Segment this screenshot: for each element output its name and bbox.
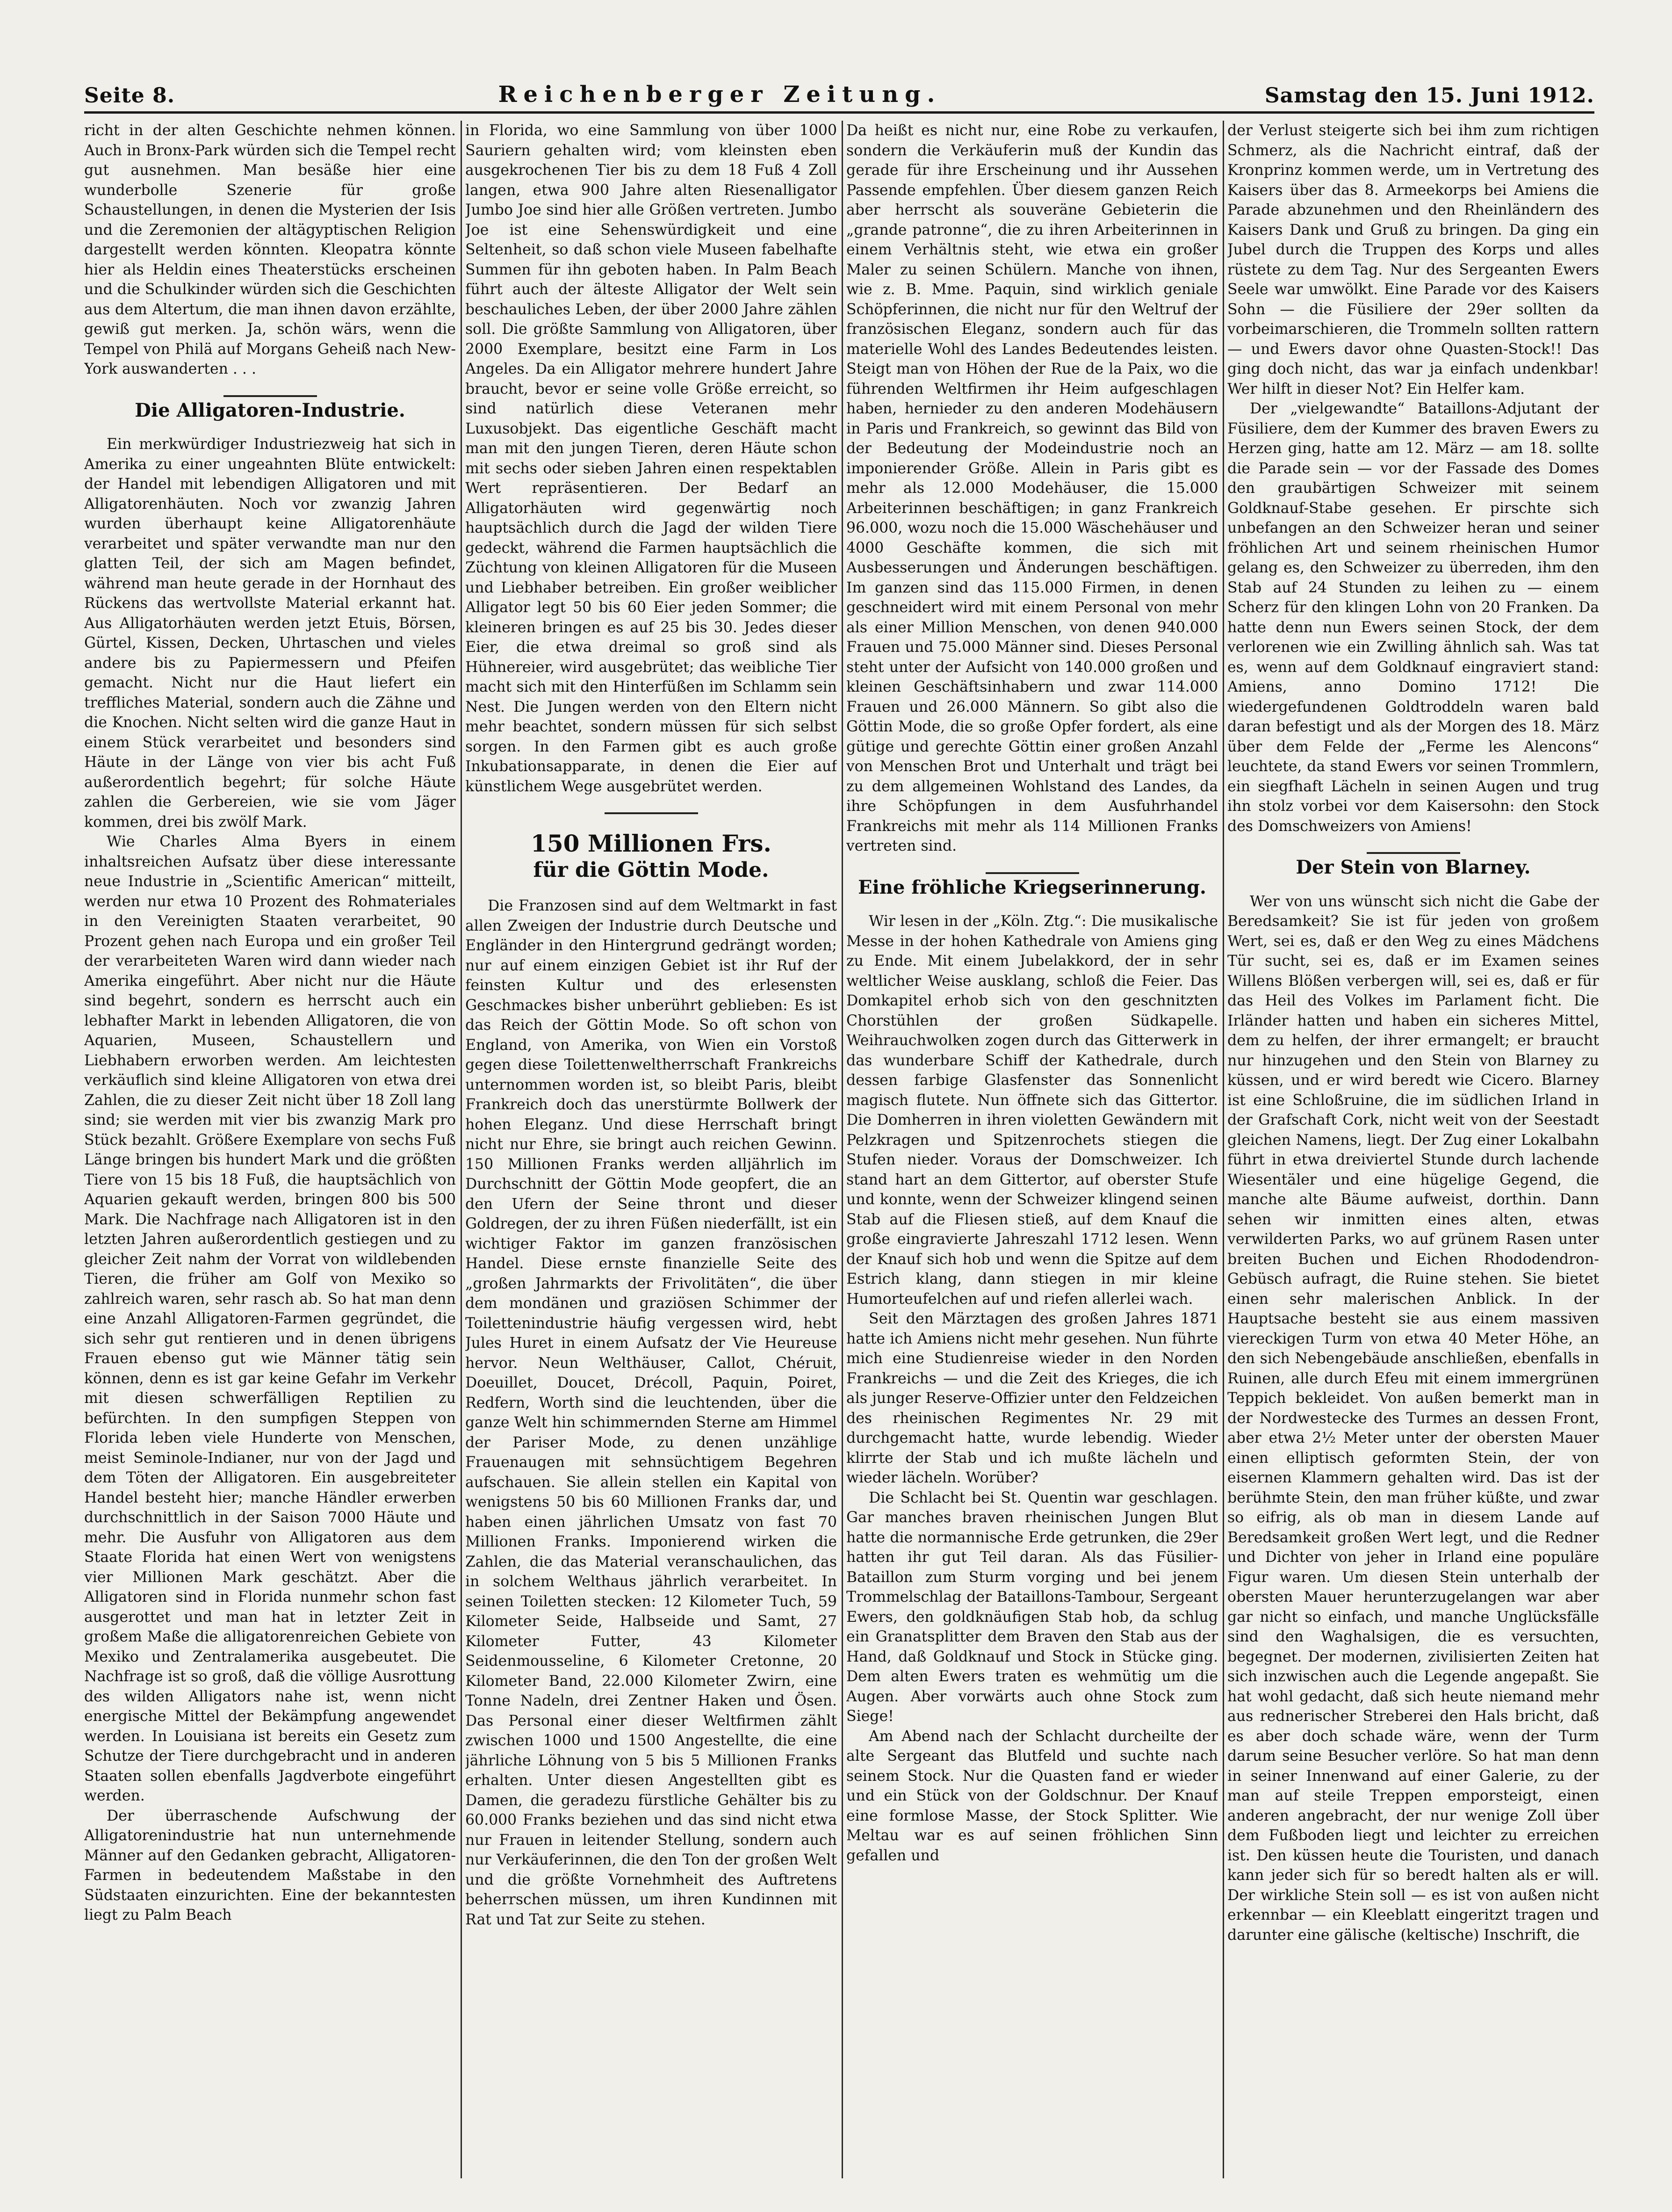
issue-date: Samstag den 15. Juni 1912. [1264, 84, 1594, 108]
column-divider [1223, 121, 1224, 2178]
article-continuation: der Verlust steigerte sich bei ihm zum richtigen Schmerz, als die Nachricht eintraf, daß der Kronprinz kommen werde, um in Vertretung des Kaisers über das 8. Armeekorps bei Amiens die Parade abzunehmen und den Rheinländern des Kaisers Dank und Gruß zu bringen. Da ging ein Jubel durch die Truppen des Korps und alles rüstete zu dem Tag. Nur des Sergeanten Ewers Seele war umwölkt. Eine Parade vor des Kaisers Sohn — die Füsiliere der 29er sollten da vorbeimarschieren, die Trommeln sollten rattern — und Ewers davor ohne Quasten-Stock!! Das ging doch nicht, das war ja einfach undenkbar! Wer hilft in dieser Not? Ein Helfer kam. [1227, 122, 1599, 398]
paragraph: Die Schlacht bei St. Quentin war geschlagen. Gar manches braven rheinischen Jungen Blut hatte die normannische Erde getrunken, die 29er hatten ihr gut Teil daran. Als das Füsilier-Bataillon zum Sturm vorging und bei jenem Trommelschlag der Bataillons-Tambour, Sergeant Ewers, den goldknäufigen Stab hob, da schlug ein Granatsplitter dem Braven den Stab aus der Hand, daß Goldknauf und Stock in Stücke ging. Dem alten Ewers traten es wehmütig um die Augen. Aber vorwärts auch ohne Stock zum Siege! [846, 1489, 1218, 1725]
article-separator [986, 872, 1079, 874]
column-2 [465, 121, 837, 2178]
column-4 [1227, 121, 1599, 2178]
column-1 [84, 121, 456, 2178]
paragraph: Der überraschende Aufschwung der Alligatorenindustrie hat nun unternehmende Männer auf den Gedanken gebracht, Alligatoren-Farmen in bedeutendem Maßstabe in den Südstaaten einzurichten. Eine der bekanntesten liegt zu Palm Beach [84, 1807, 456, 1923]
paragraph: Seit den Märztagen des großen Jahres 1871 hatte ich Amiens nicht mehr gesehen. Nun führte mich eine Studienreise wieder in den Norden Frankreichs — und die Zeit des Krieges, die ich als junger Reserve-Offizier unter den Feldzeichen des rheinischen Regimentes Nr. 29 mit durchgemacht hatte, wurde lebendig. Wieder klirrte der Stab und ich mußte lächeln und wieder lächeln. Worüber? [846, 1310, 1218, 1486]
page-header [84, 70, 1594, 108]
heading-line: 150 Millionen Frs. [531, 830, 771, 857]
paragraph: Am Abend nach der Schlacht durcheilte der alte Sergeant das Blutfeld und suchte nach seinem Stock. Nur die Quasten fand er wieder und ein Stück von der Goldschnur. Der Knauf eine formlose Masse, der Stock Splitter. Wie Meltau war es auf seinen fröhlichen Sinn gefallen und [846, 1728, 1218, 1864]
article-heading [465, 831, 837, 883]
heading-line: für die Göttin Mode. [533, 858, 769, 882]
column-3 [846, 121, 1218, 2178]
paragraph: Wie Charles Alma Byers in einem inhaltsreichen Aufsatz über diese interessante neue Industrie in „Scientific American“ mitteilt, werden nur etwa 10 Prozent des Rohmateriales in den Vereinigten Staaten verarbeitet, 90 Prozent gehen nach Europa und ein großer Teil der verarbeiteten Waren wird dann wieder nach Amerika eingeführt. Aber nicht nur die Häute sind begehrt, sondern es herrscht auch ein lebhafter Markt in lebenden Alligatoren, die von Aquarien, Museen, Schaustellern und Liebhabern erworben werden. Am leichtesten verkäuflich sind kleine Alligatoren von etwa drei Zahlen, die zu dieser Zeit nicht über 18 Zoll lang sind; sie werden mit vier bis zwanzig Mark pro Stück bezahlt. Größere Exemplare von sechs Fuß Länge bringen bis hundert Mark und die größten Tiere von 15 bis 18 Fuß, die hauptsächlich von Aquarien gekauft werden, bringen 800 bis 500 Mark. Die Nachfrage nach Alligatoren ist in den letzten Jahren außerordentlich gestiegen und zu gleicher Zeit nahm der Vorrat von wildlebenden Tieren, die früher am Golf von Mexiko so zahlreich waren, sehr rasch ab. So hat man denn eine Anzahl Alligatoren-Farmen gegründet, die sich sehr gut rentieren und in denen übrigens Frauen ebenso gut wie Männer tätig sein können, denn es ist gar keine Gefahr im Verkehr mit diesen schwerfälligen Reptilien zu befürchten. In den sumpfigen Steppen von Florida leben viele Hunderte von Menschen, meist Seminole-Indianer, nur von der Jagd und dem Töten der Alligatoren. Ein ausgebreiteter Handel besteht hier; manche Händler erwerben durchschnittlich in der Saison 7000 Häute und mehr. Die Ausfuhr von Alligatoren aus dem Staate Florida hat einen Wert von wenigstens vier Millionen Mark geschätzt. Aber die Alligatoren sind in Florida nunmehr schon fast ausgerottet und man hat in letzter Zeit in großem Maße die alligatorenreichen Gebiete von Mexiko und Zentralamerika ausgebeutet. Die Nachfrage ist so groß, daß die völlige Ausrottung des wilden Alligators nahe ist, wenn nicht energische Mittel der Bekämpfung angewendet werden. In Louisiana ist bereits ein Gesetz zum Schutze der Tiere durchgebracht und in anderen Staaten sollen ebenfalls Jagdverbote eingeführt werden. [84, 833, 456, 1804]
page-number: Seite 8. [84, 84, 175, 108]
article-separator [223, 395, 317, 397]
newspaper-title: Reichenberger Zeitung. [498, 81, 942, 108]
article-continuation: richt in der alten Geschichte nehmen können. Auch in Bronx-Park würden sich die Tempel recht gut ausnehmen. Man besäße hier eine wunderbolle Szenerie für große Schaustellungen, in denen die Mysterien der Isis und die Zeremonien der altägyptischen Religion dargestellt werden könnten. Kleopatra könnte hier als Heldin eines Theaterstücks erscheinen und die Schulkinder würden sich die Geschichten aus dem Altertum, die man ihnen davon erzählte, gewiß gut merken. Ja, schön wärs, wenn die Tempel von Philä auf Morgans Geheiß nach New-York auswanderten . . . [84, 122, 456, 377]
paragraph: Wer von uns wünscht sich nicht die Gabe der Beredsamkeit? Sie ist für jeden von großem Wert, sei es, daß er den Weg zu eines Mädchens Tür sucht, sei es, daß er im Examen seines Willens Blößen verbergen will, sei es, daß er für das Heil des Volkes im Parlament ficht. Die Irländer hatten und haben ein sicheres Mittel, dem zu helfen, der ihrer ermangelt; er braucht nur hinzugehen und den Stein von Blarney zu küssen, und er wird beredt wie Cicero. Blarney ist eine Schloßruine, die im südlichen Irland in der Grafschaft Cork, nicht weit von der Seestadt gleichen Namens, liegt. Der Zug einer Lokalbahn führt in etwa dreiviertel Stunde durch lachende Wiesentäler und eine hügelige Gegend, die manche alte Bäume aufweist, dorthin. Dann sehen wir inmitten eines alten, etwas verwilderten Parks, wo auf grünem Rasen unter breiten Buchen und Eichen Rhododendron-Gebüsch aufragt, die Ruine stehen. Sie bietet einen sehr malerischen Anblick. In der Hauptsache besteht sie aus einem massiven viereckigen Turm von etwa 40 Meter Höhe, an den sich Nebengebäude anschließen, ebenfalls in Ruinen, alle durch Efeu mit einem immergrünen Teppich bekleidet. Von außen bemerkt man in der Nordwestecke des Turmes an dessen Front, aber etwa 2½ Meter unter der obersten Mauer einen elliptisch geformten Stein, der von eisernen Klammern gehalten wird. Das ist der berühmte Stein, den man früher küßte, und zwar so eifrig, als ob man in diesem Lande auf Beredsamkeit großen Wert legt, und die Redner und Dichter von jeher in Irland eine populäre Figur waren. Um diesen Stein unterhalb der obersten Mauer herunterzugelangen war aber gar nicht so einfach, und manche Unglücksfälle sind den Waghalsigen, die es versuchten, begegnet. Der modernen, zivilisierten Zeiten hat sich inzwischen auch die Legende angepaßt. Sie hat wohl gedacht, daß sich heute niemand mehr aus rednerischer Streberei den Hals bricht, daß es aber doch schade wäre, wenn der Turm darum seine Besucher verlöre. So hat man denn in seiner Innenwand auf einer Galerie, zu der man auf steile Treppen emporsteigt, einen anderen angebracht, der nur wenige Zoll über dem Fußboden liegt und leichter zu erreichen ist. Den küssen heute die Touristen, und danach kann jeder sich für so beredt halten als er will. Der wirkliche Stein soll — es ist von außen nicht erkennbar — ein Kleeblatt eingeritzt tragen und darunter eine gälische (keltische) Inschrift, die [1227, 893, 1599, 1944]
paragraph: Der „vielgewandte“ Bataillons-Adjutant der Füsiliere, dem der Kummer des braven Ewers zu Herzen ging, hatte am 12. März — am 18. sollte die Parade sein — vor der Fassade des Domes den graubärtigen Schweizer mit seinem Goldknauf-Stabe gesehen. Er pirschte sich unbefangen an den Schweizer heran und seiner fröhlichen Art und seinem rheinischen Humor gelang es, den Schweizer zu überreden, ihm den Stab auf 24 Stunden zu leihen zu — einem Scherz für den klingen Lohn von 20 Franken. Da hatte denn nun Ewers seinen Stock, der dem verlorenen wie ein Zwilling ähnlich sah. Was tat es, wenn auf dem Goldknauf eingraviert stand: Amiens, anno Domino 1712! Die wiedergefundenen Goldtroddeln waren bald daran befestigt und als der Morgen des 18. März über dem Felde der „Ferme les Alencons“ leuchtete, da stand Ewers vor seinen Trommlern, ein siegfhaft Lächeln in seinen Augen und trug ihn stolz vorbei vor dem Kaisersohn: den Stock des Domschweizers von Amiens! [1227, 400, 1599, 835]
column-divider [461, 121, 462, 2178]
paragraph: Die Franzosen sind auf dem Weltmarkt in fast allen Zweigen der Industrie durch Deutsche und Engländer in den Hintergrund gedrängt worden; nur auf einem einzigen Gebiet ist ihr Ruf der feinsten Kultur und des erlesensten Geschmackes bisher unberührt geblieben: Es ist das Reich der Göttin Mode. So oft schon von England, von Amerika, von Wien ein Vorstoß gegen diese Toilettenweltherrschaft Frankreichs unternommen worden ist, so bleibt Paris, bleibt Frankreich doch das unerstürmte Bollwerk der hohen Eleganz. Und diese Herrschaft bringt nicht nur Ehre, sie bringt auch reichen Gewinn. 150 Millionen Franks werden alljährlich im Durchschnitt der Göttin Mode geopfert, die an den Ufern der Seine thront und dieser Goldregen, der zu ihren Füßen niederfällt, ist ein wichtiger Faktor im ganzen französischen Handel. Diese ernste finanzielle Seite des „großen Jahrmarkts der Frivolitäten“, die über dem mondänen und graziösen Schimmer der Toilettenindustrie häufig vergessen wird, hebt Jules Huret in einem Aufsatz der Vie Heureuse hervor. Neun Welthäuser, Callot, Chéruit, Doeuillet, Doucet, Drécoll, Paquin, Poiret, Redfern, Worth sind die leuchtenden, über die ganze Welt hin schimmernden Sterne am Himmel der Pariser Mode, zu denen unzählige Frauenaugen mit sehnsüchtigem Begehren aufschauen. Sie allein stellen ein Kapital von wenigstens 50 bis 60 Millionen Franks dar, und haben einen jährlichen Umsatz von fast 70 Millionen Franks. Imponierend wirken die Zahlen, die das Material veranschaulichen, das in solchem Welthaus jährlich verarbeitet. In seinen Toiletten stecken: 12 Kilometer Tuch, 59 Kilometer Seide, Halbseide und Samt, 27 Kilometer Futter, 43 Kilometer Seidenmousseline, 6 Kilometer Cretonne, 20 Kilometer Band, 22.000 Kilometer Zwirn, eine Tonne Nadeln, drei Zentner Haken und Ösen. Das Personal einer dieser Weltfirmen zählt zwischen 1000 und 1500 Angestellte, die eine jährliche Löhnung von 5 bis 5 Millionen Franks erhalten. Unter diesen Angestellten gibt es Damen, die geradezu fürstliche Gehälter bis zu 60.000 Franks beziehen und das sind nicht etwa nur Frauen in leitender Stellung, sondern auch nur Verkäuferinnen, die den Ton der großen Welt und die größte Vornehmheit des Auftretens beherrschen müssen, um ihren Kundinnen mit Rat und Tat zur Seite zu stehen. [465, 897, 837, 1928]
header-rule [84, 111, 1594, 114]
article-heading: Die Alligatoren-Industrie. [135, 399, 405, 421]
article-separator [1367, 852, 1460, 854]
article-continuation: in Florida, wo eine Sammlung von über 1000 Sauriern gehalten wird; vom kleinsten eben ausgekrochenen Tier bis zu dem 18 Fuß 4 Zoll langen, etwa 900 Jahre alten Riesenalligator Jumbo Joe sind hier alle Größen vertreten. Jumbo Joe ist eine Sehenswürdigkeit und eine Seltenheit, so daß schon viele Museen fabelhafte Summen für ihn geboten haben. In Palm Beach führt auch der älteste Alligator der Welt sein beschauliches Leben, der über 2000 Jahre zählen soll. Die größte Sammlung von Alligatoren, über 2000 Exemplare, besitzt eine Farm in Los Angeles. Da ein Alligator mehrere hundert Jahre braucht, bevor er seine volle Größe erreicht, so sind natürlich diese Veteranen mehr Luxusobjekt. Das eigentliche Geschäft macht man mit den jungen Tieren, deren Häute schon mit sechs oder sieben Jahren einen respektablen Wert repräsentieren. Der Bedarf an Alligatorhäuten wird gegenwärtig noch hauptsächlich durch die Jagd der wilden Tiere gedeckt, während die Farmen hauptsächlich die Züchtung von kleinen Alligatoren für die Museen und Liebhaber betreiben. Ein großer weiblicher Alligator legt 50 bis 60 Eier jeden Sommer; die kleineren bringen es auf 25 bis 30. Jedes dieser Eier, die etwa dreimal so groß sind als Hühnereier, wird ausgebrütet; das weibliche Tier macht sich mit den Hinterfüßen im Schlamm sein Nest. Die Jungen werden von den Eltern nicht mehr beachtet, sondern müssen für sich selbst sorgen. In den Farmen gibt es auch große Inkubationsapparate, in denen die Eier auf künstlichem Wege ausgebrütet werden. [465, 122, 837, 795]
article-heading: Eine fröhliche Kriegserinnerung. [858, 876, 1206, 898]
paragraph: Wir lesen in der „Köln. Ztg.“: Die musikalische Messe in der hohen Kathedrale von Amiens ging zu Ende. Mit einem Jubelakkord, der in sehr weltlicher Weise ausklang, schloß die Feier. Das Domkapitel erhob sich von den geschnitzten Chorstühlen der großen Südkapelle. Weihrauchwolken zogen durch das Gitterwerk in das wunderbare Schiff der Kathedrale, durch dessen farbige Glasfenster das Sonnenlicht magisch flutete. Nun öffnete sich das Gittertor. Die Domherren in ihren violetten Gewändern mit Pelzkragen und Spitzenrochets stiegen die Stufen nieder. Voraus der Domschweizer. Ich stand hart an dem Gittertor, auf oberster Stufe und konnte, wenn der Schweizer klingend seinen Stab auf die Fliesen stieß, auf dem Knauf die große eingravierte Jahreszahl 1712 lesen. Wenn der Knauf sich hob und wenn die Spitze auf dem Estrich klang, dann stiegen in mir kleine Humorteufelchen auf und riefen allerlei wach. [846, 913, 1218, 1308]
article-continuation: Da heißt es nicht nur, eine Robe zu verkaufen, sondern die Verkäuferin muß der Kundin das gerade für ihre Erscheinung und ihr Aussehen Passende empfehlen. Über diesem ganzen Reich aber herrscht als souveräne Gebieterin die „grande patronne“, die zu ihren Arbeiterinnen in einem Verhältnis steht, wie etwa ein großer Maler zu seinen Schülern. Manche von ihnen, wie z. B. Mme. Paquin, sind wirklich geniale Schöpferinnen, die nicht nur für den Weltruf der französischen Eleganz, sondern auch für das materielle Wohl des Landes Bedeutendes leisten. Steigt man von Höhen der Rue de la Paix, wo die führenden Weltfirmen ihr Heim aufgeschlagen haben, hernieder zu den anderen Modehäusern in Paris und Frankreich, so gewinnt das Bild von der Bedeutung der Modeindustrie noch an imponierender Größe. Allein in Paris gibt es mehr als 12.000 Modehäuser, die 15.000 Arbeiterinnen beschäftigen; in ganz Frankreich 96.000, wozu noch die 15.000 Wäschehäuser und 4000 Geschäfte kommen, die sich mit Ausbesserungen und Änderungen beschäftigen. Im ganzen sind das 115.000 Firmen, in denen geschneidert wird mit einem Personal von mehr als einer Million Menschen, von denen 940.000 Frauen und 75.000 Männer sind. Dieses Personal steht unter der Aufsicht von 140.000 großen und kleinen Geschäftsinhabern und zwar 114.000 Frauen und 26.000 Männern. So gibt also die Göttin Mode, die so große Opfer fordert, als eine gütige und gerechte Göttin einer großen Anzahl von Menschen Brot und Unterhalt und trägt bei zu dem allgemeinen Wohlstand des Landes, da ihre Schöpfungen in dem Ausfuhrhandel Frankreichs mit mehr als 114 Millionen Franks vertreten sind. [846, 122, 1218, 854]
article-separator [605, 812, 698, 814]
article-heading: Der Stein von Blarney. [1296, 856, 1531, 878]
column-divider [842, 121, 843, 2178]
paragraph: Ein merkwürdiger Industriezweig hat sich in Amerika zu einer ungeahnten Blüte entwickelt: der Handel mit lebendigen Alligatoren und mit Alligatorenhäuten. Noch vor zwanzig Jahren wurden überhaupt keine Alligatorenhäute verarbeitet und später verwandte man nur den glatten Teil, der sich am Magen befindet, während man heute gerade in der Hornhaut des Rückens das wertvollste Material erkannt hat. Aus Alligatorhäuten werden jetzt Etuis, Börsen, Gürtel, Kissen, Decken, Uhrtaschen und vieles andere bis zu Papiermessern und Pfeifen gemacht. Nicht nur die Haut liefert ein treffliches Material, sondern auch die Zähne und die Knochen. Nicht selten wird die ganze Haut in einem Stück verarbeitet und besonders sind Häute in der Länge von vier bis acht Fuß außerordentlich begehrt; für solche Häute zahlen die Gerbereien, wie sie vom Jäger kommen, drei bis zwölf Mark. [84, 436, 456, 831]
